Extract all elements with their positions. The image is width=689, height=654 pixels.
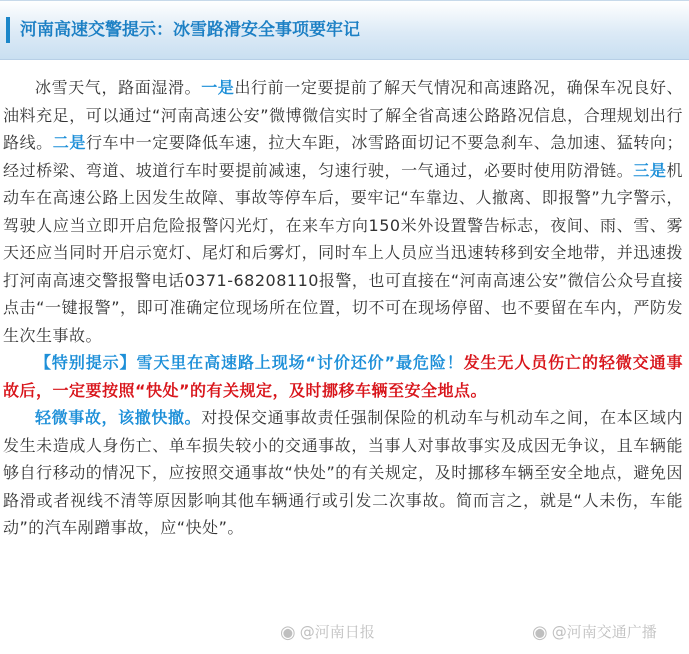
watermark-right-text: @河南交通广播	[551, 623, 657, 641]
watermark-henan-daily	[280, 621, 375, 643]
minor-accident-label: 轻微事故，该撤快撤。	[35, 408, 202, 427]
para1-text-3: 行车中一定要降低车速，拉大车距，冰雪路面切记不要急刹车、急加速、猛转向；经过桥梁、弯道、坡道行车时要提前减速，匀速行驶，一气通过，必要时使用防滑链。	[3, 133, 683, 180]
special-notice-warning: 发生无人员伤亡的轻微交通事故后，一定要按照“快处”的有关规定，及时挪移车辆至安全地点。	[3, 353, 683, 400]
paragraph-special-notice	[3, 349, 683, 404]
watermark-left-text: @河南日报	[299, 623, 375, 641]
watermark-row	[280, 618, 689, 648]
point-three-label: 三是	[633, 160, 667, 180]
minor-accident-text: 对投保交通事故责任强制保险的机动车与机动车之间，在本区域内发生未造成人身伤亡、单车损失较小的交通事故，当事人对事故事实及成因无争议，且车辆能够自行移动的情况下，应按照交通事故“快处”的有关规定，及时挪移车辆至安全地点，避免因路滑或者视线不清等原因影响其他车辆通行或引发二次事故。简而言之，就是“人未伤，车能动”的汽车剐蹭事故，应“快处”。	[3, 408, 683, 537]
para1-text-2: 出行前一定要提前了解天气情况和高速路况，确保车况良好、油料充足，可以通过“河南高速公安”微博微信实时了解全省高速公路路况信息，合理规划出行路线。	[3, 78, 683, 152]
paragraph-minor-accident	[3, 404, 683, 542]
header-accent-bar	[6, 17, 10, 43]
para1-text-1: 冰雪天气，路面湿滑。	[35, 78, 202, 97]
paragraph-safety-tips	[3, 74, 683, 349]
article-header	[0, 0, 689, 60]
para1-text-4: 机动车在高速公路上因发生故障、事故等停车后，要牢记“车靠边、人撤离、即报警”九字警示，驾驶人应当立即开启危险报警闪光灯，在来车方向150米外设置警告标志，夜间、雨、雪、雾天还应当同时开启示宽灯、尾灯和后雾灯，同时车上人员应当迅速转移到安全地带，并迅速拨打河南高速交警报警电话0371-68208110报警，也可直接在“河南高速公安”微信公众号直接点击“一键报警”，即可准确定位现场所在位置，切不可在现场停留、也不要留在车内，严防发生次生事故。	[3, 160, 684, 345]
weibo-logo-icon: ◉	[280, 622, 296, 643]
article-body	[3, 74, 683, 542]
watermark-henan-traffic-radio	[532, 621, 657, 643]
weibo-logo-icon: ◉	[532, 622, 548, 643]
point-one-label: 一是	[201, 78, 235, 97]
special-notice-label: 【特别提示】雪天里在高速路上现场“讨价还价”最危险！	[35, 353, 464, 372]
article-title: 河南高速交警提示：冰雪路滑安全事项要牢记	[20, 20, 360, 40]
point-two-label: 二是	[52, 133, 86, 152]
